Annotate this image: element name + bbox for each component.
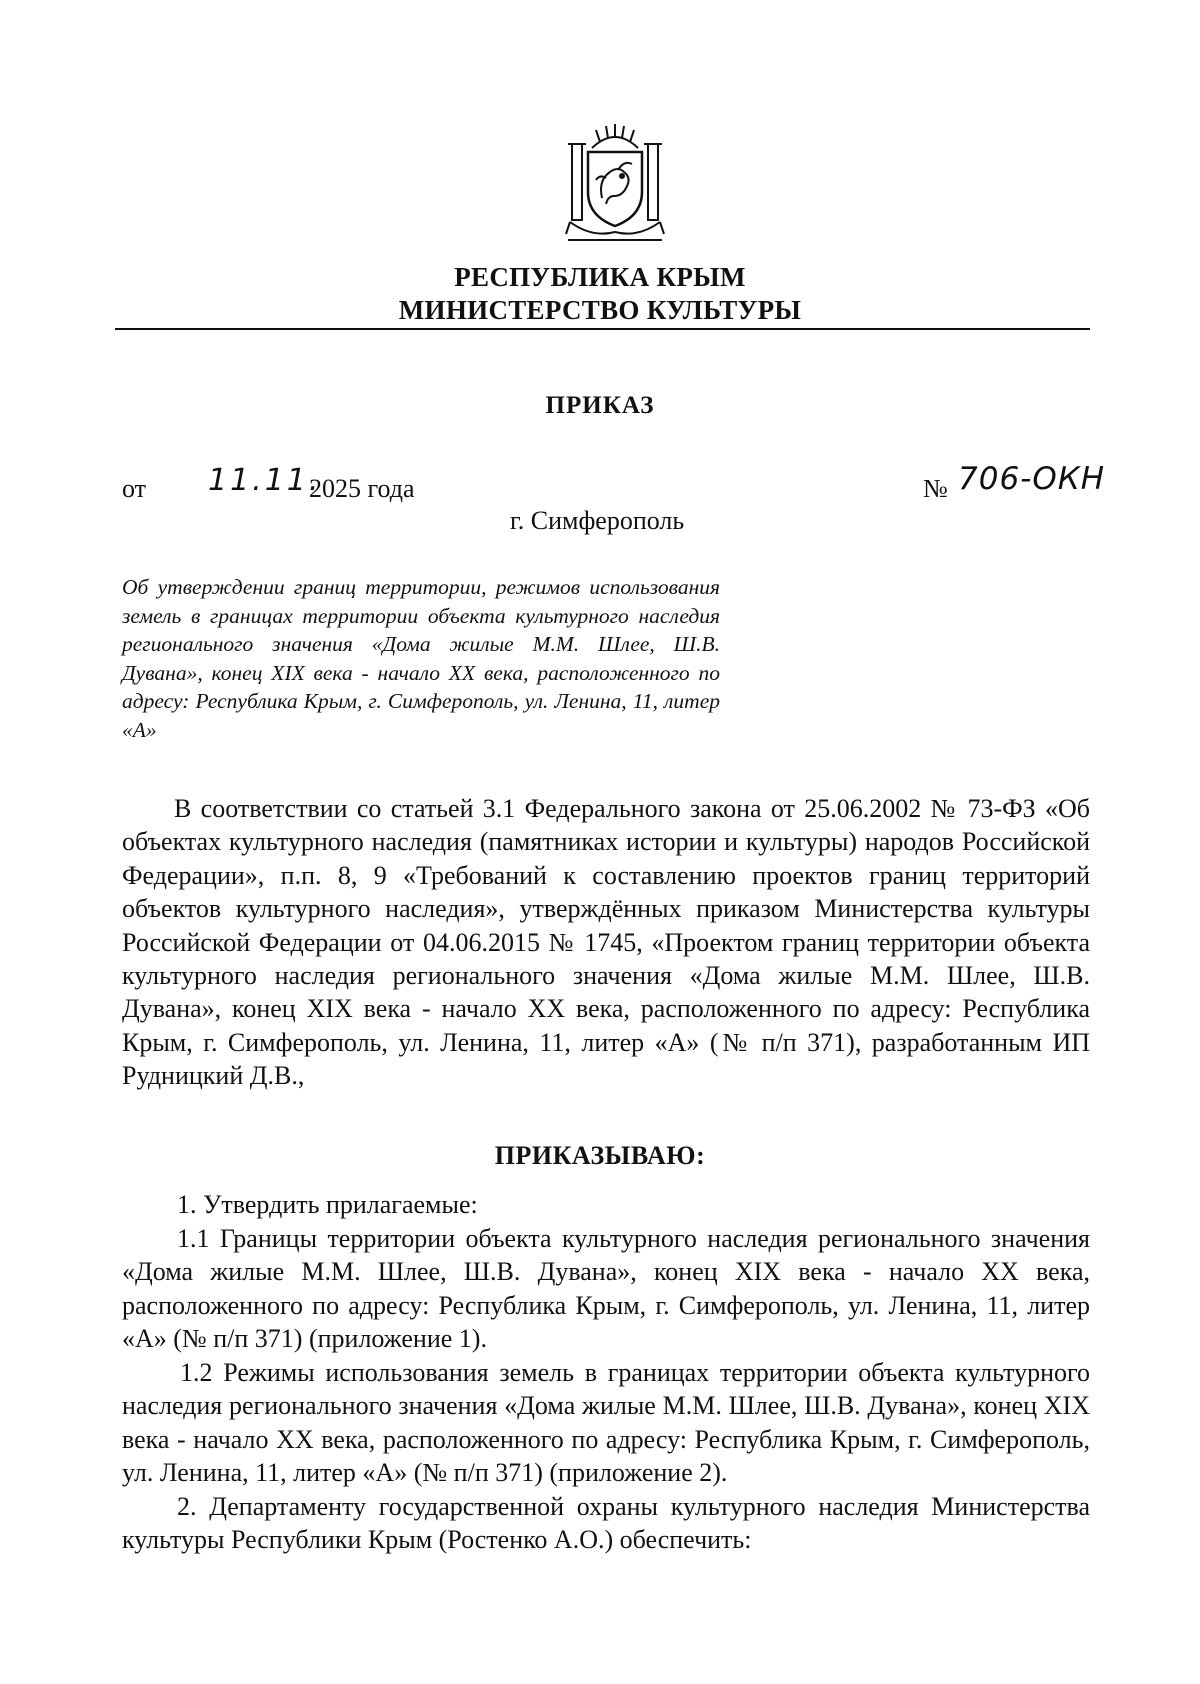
preamble-paragraph: В соответствии со статьей 3.1 Федерального закона от 25.06.2002 № 73-ФЗ «Об объектах культурного наследия (памятниках истории и культуры) народов Российской Федерации», п.п. 8, 9 «Требований к составлению проектов границ территорий объектов культурного наследия», утверждённых приказом Министерства культуры Российской Федерации от 04.06.2015 № 1745, «Проектом границ территории объекта культурного наследия регионального значения «Дома жилые М.М. Шлее, Ш.В. Дувана», конец XIX века - начало XX века, расположенного по адресу: Республика Крым, г. Симферополь, ул. Ленина, 11, литер «А» (№ п/п 371), разработанным ИП Рудницкий Д.В.,	[122, 794, 1090, 1091]
org-name-republic: РЕСПУБЛИКА КРЫМ	[454, 262, 746, 292]
city-name: г. Симферополь	[510, 506, 685, 535]
handwritten-number: 706-ОКН	[958, 461, 1106, 497]
order-item-2: 2. Департаменту государственной охраны культурного наследия Министерства культуры Республики Крым (Ростенко А.О.) обеспечить:	[122, 1492, 1090, 1555]
date-from-label: от	[122, 474, 147, 503]
handwritten-date: 11.11.	[208, 463, 322, 498]
order-item-1: 1. Утвердить прилагаемые:	[177, 1190, 478, 1219]
order-heading: ПРИКАЗЫВАЮ:	[494, 1141, 706, 1170]
date-year: 2025 года	[309, 474, 415, 503]
document-title: ПРИКАЗ	[545, 392, 655, 419]
number-label: №	[923, 474, 948, 503]
org-name-ministry: МИНИСТЕРСТВО КУЛЬТУРЫ	[398, 295, 802, 325]
header-divider	[115, 328, 1090, 330]
order-item-1-2: 1.2 Режимы использования земель в границах территории объекта культурного наследия регионального значения «Дома жилые М.М. Шлее, Ш.В. Дувана», конец XIX века - начало XX века, расположенного по адресу: Республика Крым, г. Симферополь, ул. Ленина, 11, литер «А» (№ п/п 371) (приложение 2).	[122, 1358, 1090, 1488]
order-item-1-1: 1.1 Границы территории объекта культурного наследия регионального значения «Дома жилые М.М. Шлее, Ш.В. Дувана», конец XIX века - начало XX века, расположенного по адресу: Республика Крым, г. Симферополь, ул. Ленина, 11, литер «А» (№ п/п 371) (приложение 1).	[122, 1224, 1090, 1354]
document-subject: Об утверждении границ территории, режимов использования земель в границах территории объекта культурного наследия регионального значения «Дома жилые М.М. Шлее, Ш.В. Дувана», конец XIX века - начало XX века, расположенного по адресу: Республика Крым, г. Симферополь, ул. Ленина, 11, литер «А»	[122, 575, 720, 742]
crimea-coat-of-arms-icon	[562, 122, 668, 244]
